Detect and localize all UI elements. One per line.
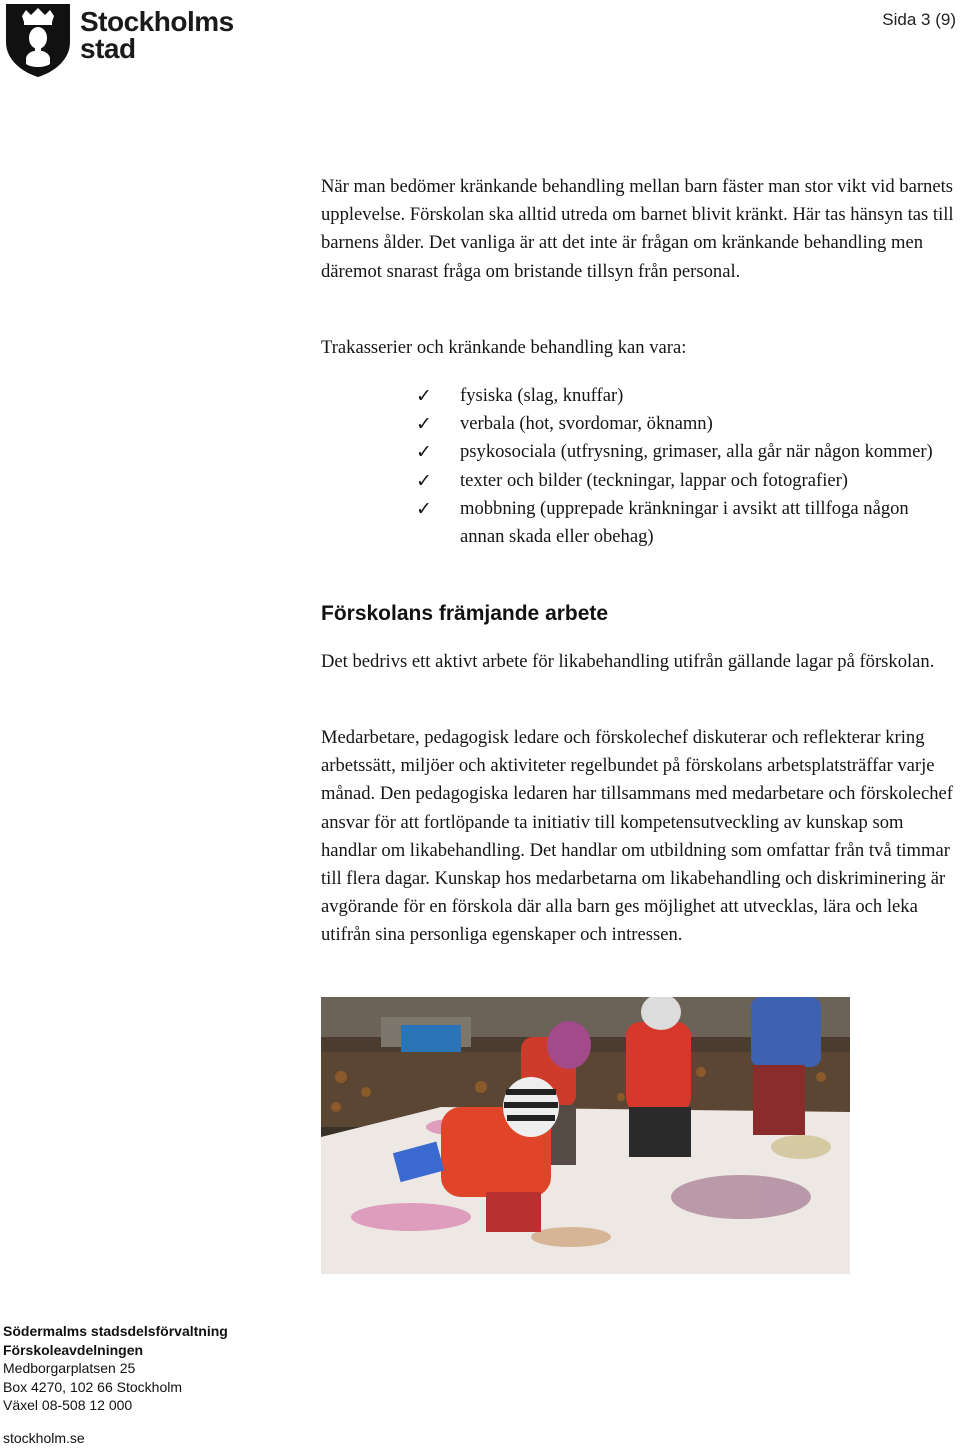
list-item <box>321 467 941 495</box>
list-item-text: verbala (hot, svordomar, öknamn) <box>460 413 713 435</box>
footer-website-link[interactable]: stockholm.se <box>3 1429 85 1446</box>
list-item <box>321 438 941 466</box>
children-painting-photo <box>321 997 850 1274</box>
footer-box: Box 4270, 102 66 Stockholm <box>3 1378 183 1395</box>
paragraph-assessment: När man bedömer kränkande behandling mellan barn fäster man stor vikt vid barnets upplevelse. Förskolan ska alltid utreda om barnet blivit kränkt. Här tas hänsyn tas till barnens ålder. Det vanliga är att det inte är frågan om kränkande behandling men däremot snarast fråga om bristande tillsyn från personal. <box>321 176 954 282</box>
footer <box>3 1322 228 1448</box>
logo-wordmark-line2: stad <box>80 33 136 64</box>
list-item <box>321 382 941 410</box>
checkmark-icon: ✓ <box>416 497 432 520</box>
paragraph-list-intro: Trakasserier och kränkande behandling kan vara: <box>321 337 687 358</box>
checkmark-icon: ✓ <box>416 413 432 436</box>
checklist <box>321 382 941 551</box>
checkmark-icon: ✓ <box>416 469 432 492</box>
list-item-text: fysiska (slag, knuffar) <box>460 385 624 406</box>
page-number: Sida 3 (9) <box>882 10 956 29</box>
paragraph-active-work: Det bedrivs ett aktivt arbete för likabehandling utifrån gällande lagar på förskolan. <box>321 651 935 672</box>
footer-phone: Växel 08-508 12 000 <box>3 1397 133 1414</box>
footer-org: Södermalms stadsdelsförvaltning <box>3 1323 228 1339</box>
footer-address: Medborgarplatsen 25 <box>3 1360 136 1377</box>
list-item-text: mobbning (upprepade kränkningar i avsikt att tillfoga någon annan skada eller obehag) <box>460 497 909 548</box>
checkmark-icon: ✓ <box>416 441 432 464</box>
checkmark-icon: ✓ <box>416 385 432 407</box>
footer-dept: Förskoleavdelningen <box>3 1341 144 1358</box>
coat-of-arms-icon <box>4 2 72 78</box>
list-item-text: texter och bilder (teckningar, lappar och fotografier) <box>460 469 848 491</box>
paragraph-staff-competence: Medarbetare, pedagogisk ledare och förskolechef diskuterar och reflekterar kring arbetssätt, miljöer och aktiviteter regelbundet på förskolans arbetsplatsträffar varje månad. Den pedagogiska ledaren har tillsammans med medarbetare och förskolechef ansvar för att fortlöpande ta initiativ till kompetensutveckling av kunskap som handlar om likabehandling. Det handlar om utbildning som omfattar från två timmar till flera dagar. Kunskap hos medarbetarna om likabehandling och diskriminering är avgörande för en förskola där alla barn ges möjlighet att utvecklas, lära och leka utifrån sina personliga egenskaper och intressen. <box>321 727 953 946</box>
logo-wordmark-line1: Stockholms <box>80 6 234 37</box>
stockholms-stad-logo <box>4 2 234 78</box>
section-heading: Förskolans främjande arbete <box>321 602 609 625</box>
list-item-text: psykosociala (utfrysning, grimaser, alla går när någon kommer) <box>460 441 933 463</box>
list-item <box>321 410 941 438</box>
list-item <box>321 495 941 551</box>
logo-wordmark <box>80 8 234 62</box>
